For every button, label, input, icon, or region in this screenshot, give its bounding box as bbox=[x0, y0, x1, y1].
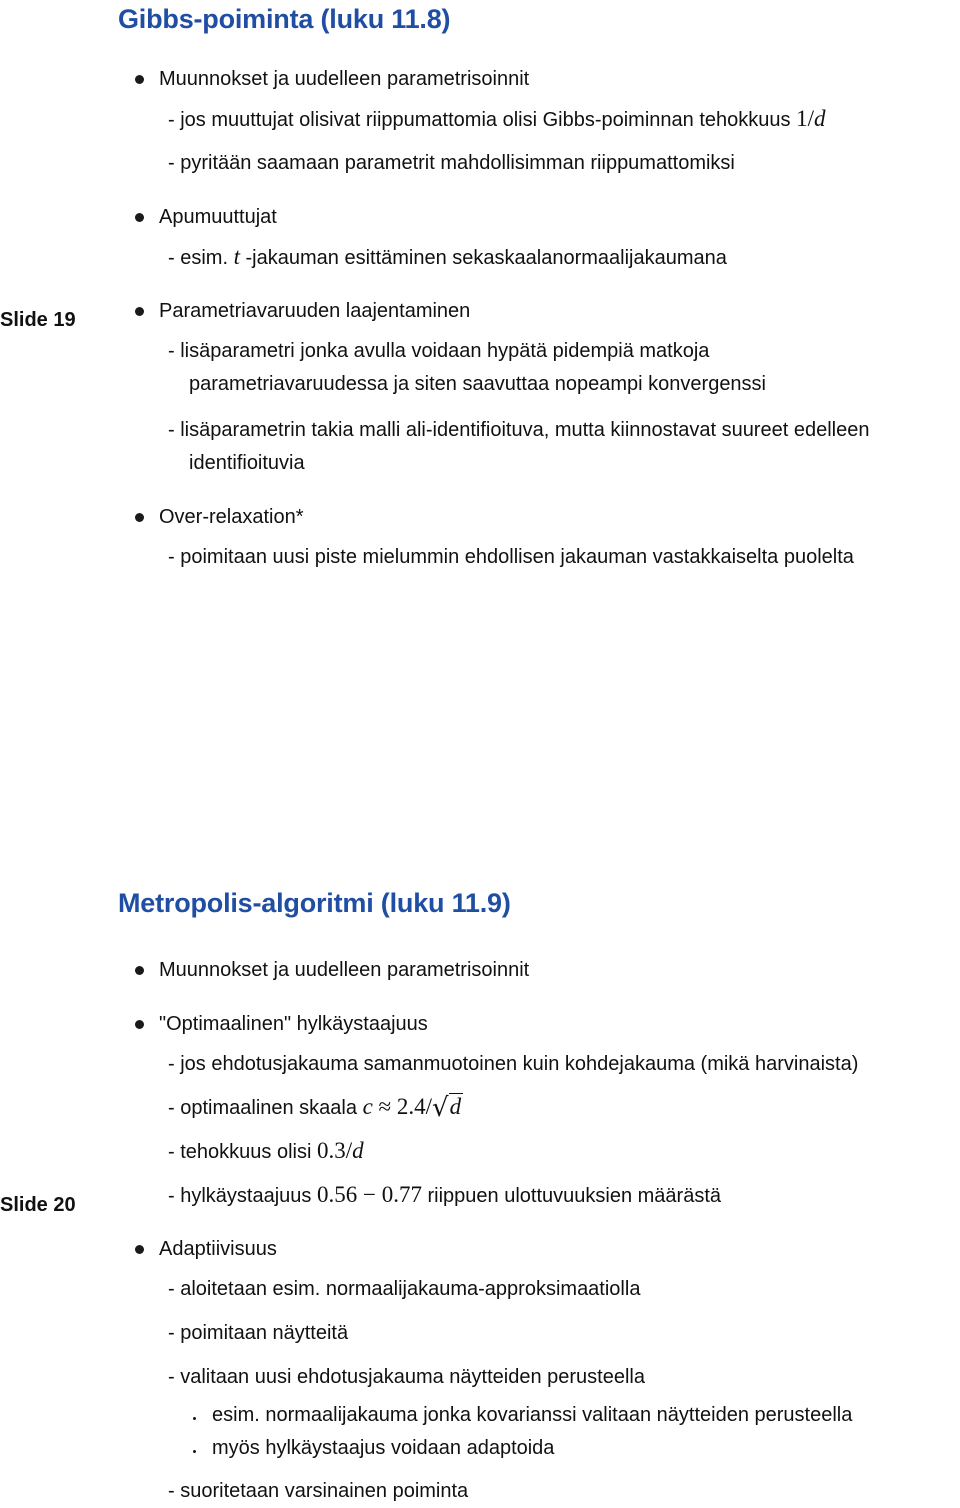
bullet-item bbox=[159, 298, 470, 324]
math-variable: d bbox=[449, 1094, 462, 1119]
bullet-item bbox=[159, 204, 277, 230]
bullet-text: Adaptiivisuus bbox=[159, 1238, 277, 1260]
small-bullet-icon bbox=[193, 1450, 196, 1453]
math-number: 0.3/ bbox=[316, 1138, 353, 1163]
slide-20 bbox=[0, 880, 960, 1508]
bullet-icon bbox=[135, 307, 144, 316]
bullet-text: Parametriavaruuden laajentaminen bbox=[159, 300, 471, 322]
sub-item bbox=[168, 1138, 364, 1165]
sub-item-text: - tehokkuus olisi bbox=[168, 1141, 317, 1163]
sub-item bbox=[168, 1094, 463, 1121]
sub-item-continuation: parametriavaruudessa ja siten saavuttaa nopeampi konvergenssi bbox=[189, 373, 767, 395]
math-variable: c bbox=[362, 1094, 373, 1119]
slide-title: Gibbs-poiminta (luku 11.8) bbox=[118, 4, 451, 34]
bullet-icon bbox=[135, 513, 144, 522]
bullet-icon bbox=[135, 966, 144, 975]
sub-sub-item-text: esim. normaalijakauma jonka kovarianssi valitaan näytteiden perusteella bbox=[212, 1404, 853, 1426]
bullet-icon bbox=[135, 1020, 144, 1029]
sub-item-text: riippuen ulottuvuuksien määrästä bbox=[421, 1185, 722, 1207]
sub-item-continuation: identifioituvia bbox=[189, 452, 305, 474]
bullet-item bbox=[159, 1011, 428, 1037]
math-variable: d bbox=[813, 106, 826, 131]
slide-label: Slide 20 bbox=[0, 1194, 76, 1216]
math-variable: d bbox=[352, 1138, 364, 1163]
math-approx: ≈ bbox=[372, 1094, 397, 1119]
sub-item bbox=[168, 244, 727, 271]
bullet-item bbox=[159, 504, 304, 530]
sub-item: - suoritetaan varsinainen poiminta bbox=[168, 1480, 469, 1502]
sub-item: - valitaan uusi ehdotusjakauma näytteiden perusteella bbox=[168, 1366, 645, 1388]
sub-item: - jos ehdotusjakauma samanmuotoinen kuin kohdejakauma (mikä harvinaista) bbox=[168, 1053, 859, 1075]
sqrt-icon: √ bbox=[432, 1093, 449, 1123]
bullet-item bbox=[159, 66, 529, 92]
sub-item-text: -jakauman esittäminen sekaskaalanormaalijakaumana bbox=[239, 247, 727, 269]
bullet-text: Apumuuttujat bbox=[159, 206, 277, 228]
bullet-item bbox=[159, 957, 529, 983]
bullet-icon bbox=[135, 75, 144, 84]
small-bullet-icon bbox=[193, 1417, 196, 1420]
sub-item: - poimitaan uusi piste mielummin ehdollisen jakauman vastakkaiselta puolelta bbox=[168, 546, 854, 568]
sub-item: - lisäparametrin takia malli ali-identifioituva, mutta kiinnostavat suureet edelleen bbox=[168, 419, 870, 441]
sub-item bbox=[168, 106, 825, 133]
math-number: 2.4/ bbox=[396, 1094, 433, 1119]
sub-sub-item bbox=[212, 1402, 852, 1428]
math-sqrt bbox=[432, 1094, 463, 1121]
bullet-icon bbox=[135, 1245, 144, 1254]
sub-item: - lisäparametri jonka avulla voidaan hypätä pidempiä matkoja bbox=[168, 340, 710, 362]
sub-item: - aloitetaan esim. normaalijakauma-approksimaatiolla bbox=[168, 1278, 641, 1300]
sub-item: - pyritään saamaan parametrit mahdollisimman riippumattomiksi bbox=[168, 152, 735, 174]
sub-sub-item-text: myös hylkäystaajus voidaan adaptoida bbox=[212, 1437, 555, 1459]
sub-item-text: - jos muuttujat olisivat riippumattomia olisi Gibbs-poiminnan tehokkuus bbox=[168, 109, 797, 131]
slide-title: Metropolis-algoritmi (luku 11.9) bbox=[118, 888, 511, 918]
math-variable: t bbox=[233, 244, 240, 269]
math-range: 0.56 − 0.77 bbox=[316, 1182, 422, 1207]
bullet-text: Over-relaxation* bbox=[159, 506, 304, 528]
sub-item-text: - hylkäystaajuus bbox=[168, 1185, 317, 1207]
slide-19 bbox=[0, 0, 960, 620]
bullet-text: "Optimaalinen" hylkäystaajuus bbox=[159, 1013, 428, 1035]
bullet-text: Muunnokset ja uudelleen parametrisoinnit bbox=[159, 68, 530, 90]
sub-item bbox=[168, 1182, 721, 1209]
slide-label: Slide 19 bbox=[0, 309, 76, 331]
sub-item-text: - optimaalinen skaala bbox=[168, 1097, 363, 1119]
bullet-item bbox=[159, 1236, 277, 1262]
bullet-icon bbox=[135, 213, 144, 222]
sub-item: - poimitaan näytteitä bbox=[168, 1322, 349, 1344]
math-fraction: 1/ bbox=[796, 106, 814, 131]
bullet-text: Muunnokset ja uudelleen parametrisoinnit bbox=[159, 959, 530, 981]
sub-sub-item bbox=[212, 1435, 554, 1461]
sub-item-text: - esim. bbox=[168, 247, 234, 269]
